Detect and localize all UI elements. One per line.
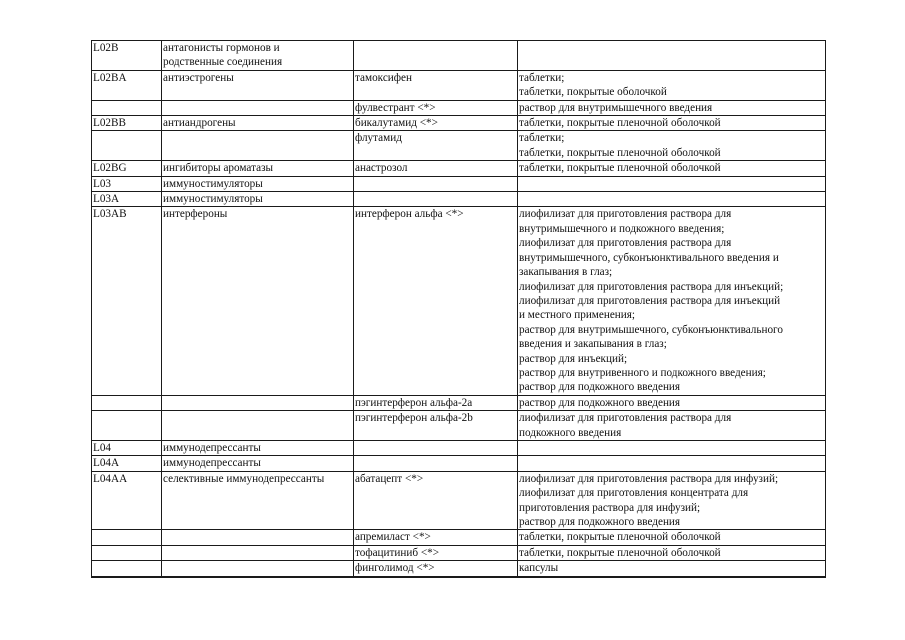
dosage-form-cell: таблетки, покрытые пленочной оболочкой — [518, 530, 826, 545]
dosage-form-cell: таблетки; таблетки, покрытые пленочной оболочкой — [518, 131, 826, 161]
atc-code-cell — [92, 576, 162, 577]
atc-group-cell — [162, 545, 354, 560]
dosage-form-cell: таблетки, покрытые пленочной оболочкой — [518, 545, 826, 560]
drug-name-cell — [354, 456, 518, 471]
atc-group-cell — [162, 395, 354, 410]
drug-name-cell — [354, 41, 518, 71]
drug-list-table — [91, 40, 826, 578]
drug-name-cell: пэгинтерферон альфа-2b — [354, 411, 518, 441]
table-row — [92, 192, 826, 207]
table-row — [92, 411, 826, 441]
dosage-form-cell — [518, 456, 826, 471]
atc-group-cell: иммуностимуляторы — [162, 192, 354, 207]
drug-name-cell: фулвестрант <*> — [354, 100, 518, 115]
atc-group-cell: селективные иммунодепрессанты — [162, 471, 354, 530]
atc-code-cell — [92, 530, 162, 545]
atc-group-cell: антагонисты гормонов и родственные соединения — [162, 41, 354, 71]
drug-name-cell: бикалутамид <*> — [354, 116, 518, 131]
atc-code-cell: L02BG — [92, 161, 162, 176]
dosage-form-cell: лиофилизат для приготовления раствора для внутримышечного и подкожного введения; лиофилизат для приготовления раствора для внутримышечного, субконъюнктивального введения и закапывания в глаз; лиофилизат для приготовления раствора для инъекций; лиофилизат для приготовления раствора для инъекций и местного применения; раствор для внутримышечного, субконъюнктивального введения и закапывания в глаз; раствор для инъекций; раствор для внутривенного и подкожного введения; раствор для подкожного введения — [518, 207, 826, 395]
table-row — [92, 41, 826, 71]
atc-code-cell: L03AB — [92, 207, 162, 395]
table-row — [92, 131, 826, 161]
atc-code-cell: L02B — [92, 41, 162, 71]
atc-code-cell: L02BB — [92, 116, 162, 131]
atc-group-cell: антиэстрогены — [162, 70, 354, 100]
table-row — [92, 100, 826, 115]
atc-group-cell — [162, 131, 354, 161]
atc-code-cell: L04A — [92, 456, 162, 471]
atc-code-cell — [92, 411, 162, 441]
table-row — [92, 395, 826, 410]
atc-code-cell — [92, 131, 162, 161]
dosage-form-cell — [518, 192, 826, 207]
atc-group-cell: антиандрогены — [162, 116, 354, 131]
atc-code-cell — [92, 561, 162, 576]
atc-group-cell — [162, 530, 354, 545]
drug-name-cell: абатацепт <*> — [354, 471, 518, 530]
drug-name-cell — [354, 176, 518, 191]
dosage-form-cell — [518, 176, 826, 191]
atc-code-cell: L04 — [92, 440, 162, 455]
table-row — [92, 440, 826, 455]
dosage-form-cell: раствор для внутримышечного введения — [518, 100, 826, 115]
dosage-form-cell — [518, 440, 826, 455]
table-row — [92, 161, 826, 176]
atc-group-cell: иммунодепрессанты — [162, 440, 354, 455]
drug-name-cell: интерферон альфа <*> — [354, 207, 518, 395]
atc-code-cell — [92, 100, 162, 115]
dosage-form-cell — [518, 41, 826, 71]
drug-name-cell: флутамид — [354, 131, 518, 161]
atc-code-cell — [92, 395, 162, 410]
table-row — [92, 116, 826, 131]
atc-group-cell: иммунодепрессанты — [162, 456, 354, 471]
dosage-form-cell: капсулы — [518, 561, 826, 576]
atc-code-cell — [92, 545, 162, 560]
drug-name-cell: пэгинтерферон альфа-2а — [354, 395, 518, 410]
drug-name-cell — [354, 192, 518, 207]
atc-group-cell: ингибиторы ароматазы — [162, 161, 354, 176]
atc-group-cell — [162, 411, 354, 441]
atc-code-cell: L03 — [92, 176, 162, 191]
table-row — [92, 176, 826, 191]
dosage-form-cell: таблетки, покрытые пленочной оболочкой — [518, 161, 826, 176]
table-row — [92, 530, 826, 545]
table-row — [92, 576, 826, 577]
table-row — [92, 70, 826, 100]
atc-code-cell: L03A — [92, 192, 162, 207]
drug-name-cell: финголимод <*> — [354, 561, 518, 576]
drug-name-cell: анастрозол — [354, 161, 518, 176]
dosage-form-cell: раствор для подкожного введения — [518, 395, 826, 410]
drug-name-cell — [354, 440, 518, 455]
dosage-form-cell: таблетки; таблетки, покрытые оболочкой — [518, 70, 826, 100]
atc-code-cell: L02BA — [92, 70, 162, 100]
atc-code-cell: L04AA — [92, 471, 162, 530]
table-row — [92, 545, 826, 560]
atc-group-cell: интерфероны — [162, 207, 354, 395]
dosage-form-cell — [518, 576, 826, 577]
dosage-form-cell: таблетки, покрытые пленочной оболочкой — [518, 116, 826, 131]
table-row — [92, 207, 826, 395]
atc-group-cell: иммуностимуляторы — [162, 176, 354, 191]
table-row — [92, 456, 826, 471]
drug-name-cell — [354, 576, 518, 577]
atc-group-cell — [162, 561, 354, 576]
atc-group-cell — [162, 100, 354, 115]
dosage-form-cell: лиофилизат для приготовления раствора для подкожного введения — [518, 411, 826, 441]
drug-name-cell: тофацитиниб <*> — [354, 545, 518, 560]
drug-name-cell: тамоксифен — [354, 70, 518, 100]
table-row — [92, 561, 826, 576]
drug-name-cell: апремиласт <*> — [354, 530, 518, 545]
table-row — [92, 471, 826, 530]
atc-group-cell — [162, 576, 354, 577]
dosage-form-cell: лиофилизат для приготовления раствора для инфузий; лиофилизат для приготовления концентрата для приготовления раствора для инфузий; раствор для подкожного введения — [518, 471, 826, 530]
